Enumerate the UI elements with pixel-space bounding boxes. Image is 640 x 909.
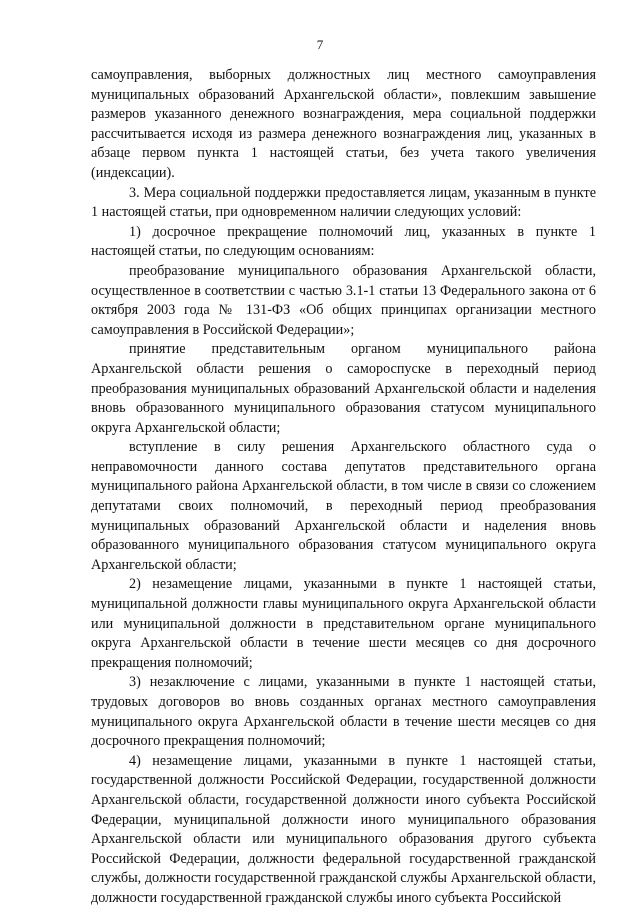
paragraph-clause-3: 3. Мера социальной поддержки предоставляется лицам, указанным в пункте 1 настоящей статьи, при одновременном наличии следующих условий: [91, 184, 596, 221]
paragraph-item-2: 2) незамещение лицами, указанными в пункте 1 настоящей статьи, муниципальной должности главы муниципального округа Архангельской области или муниципальной должности в представительном органе муниципального округа Архангельской области в течение шести месяцев со дня досрочного прекращения полномочий; [91, 576, 596, 671]
paragraph-ground-transformation: преобразование муниципального образования Архангельской области, осуществленное в соответствии с частью 3.1-1 статьи 13 Федерального закона от 6 октября 2003 года № 131-ФЗ «Об общих принципах организации местного самоуправления в Российской Федерации»; [91, 262, 596, 338]
paragraph-item-3: 3) незаключение с лицами, указанными в пункте 1 настоящей статьи, трудовых договоров во вновь созданных органах местного самоуправления муниципального округа Архангельской области в течение шести месяцев со дня досрочного прекращения полномочий; [91, 674, 596, 750]
paragraph-ground-self-dissolution: принятие представительным органом муниципального района Архангельской области решения о самороспуске в переходный период преобразования муниципальных образований Архангельской области и наделения вновь образованного муниципального образования статусом муниципального округа Архангельской области; [91, 341, 596, 436]
paragraph-continuation: самоуправления, выборных должностных лиц местного самоуправления муниципальных образований Архангельской области», повлекшим завышение размеров указанного денежного вознаграждения, мера социальной поддержки рассчитывается исходя из размера денежного вознаграждения лиц, указанных в абзаце первом пункта 1 настоящей статьи, без учета такого увеличения (индексации). [91, 67, 596, 181]
paragraph-ground-court-decision: вступление в силу решения Архангельского областного суда о неправомочности данного состава депутатов представительного органа муниципального района Архангельской области, в том числе в связи со сложением депутатами своих полномочий, в переходный период преобразования муниципальных образований Архангельской области и наделения вновь образованного муниципального образования статусом муниципального округа Архангельской области; [91, 439, 596, 573]
paragraph-item-4: 4) незамещение лицами, указанными в пункте 1 настоящей статьи, государственной должности Российской Федерации, государственной должности Архангельской области, государственной должности иного субъекта Российской Федерации, муниципальной должности иного муниципального образования Архангельской области или муниципального образования другого субъекта Российской Федерации, должности федеральной государственной гражданской службы, должности государственной гражданской службы Архангельской области, должности государственной гражданской службы иного субъекта Российской [91, 752, 596, 906]
page-number: 7 [316, 37, 324, 52]
document-body [91, 66, 596, 909]
paragraph-item-1: 1) досрочное прекращение полномочий лиц, указанных в пункте 1 настоящей статьи, по следующим основаниям: [91, 223, 596, 260]
